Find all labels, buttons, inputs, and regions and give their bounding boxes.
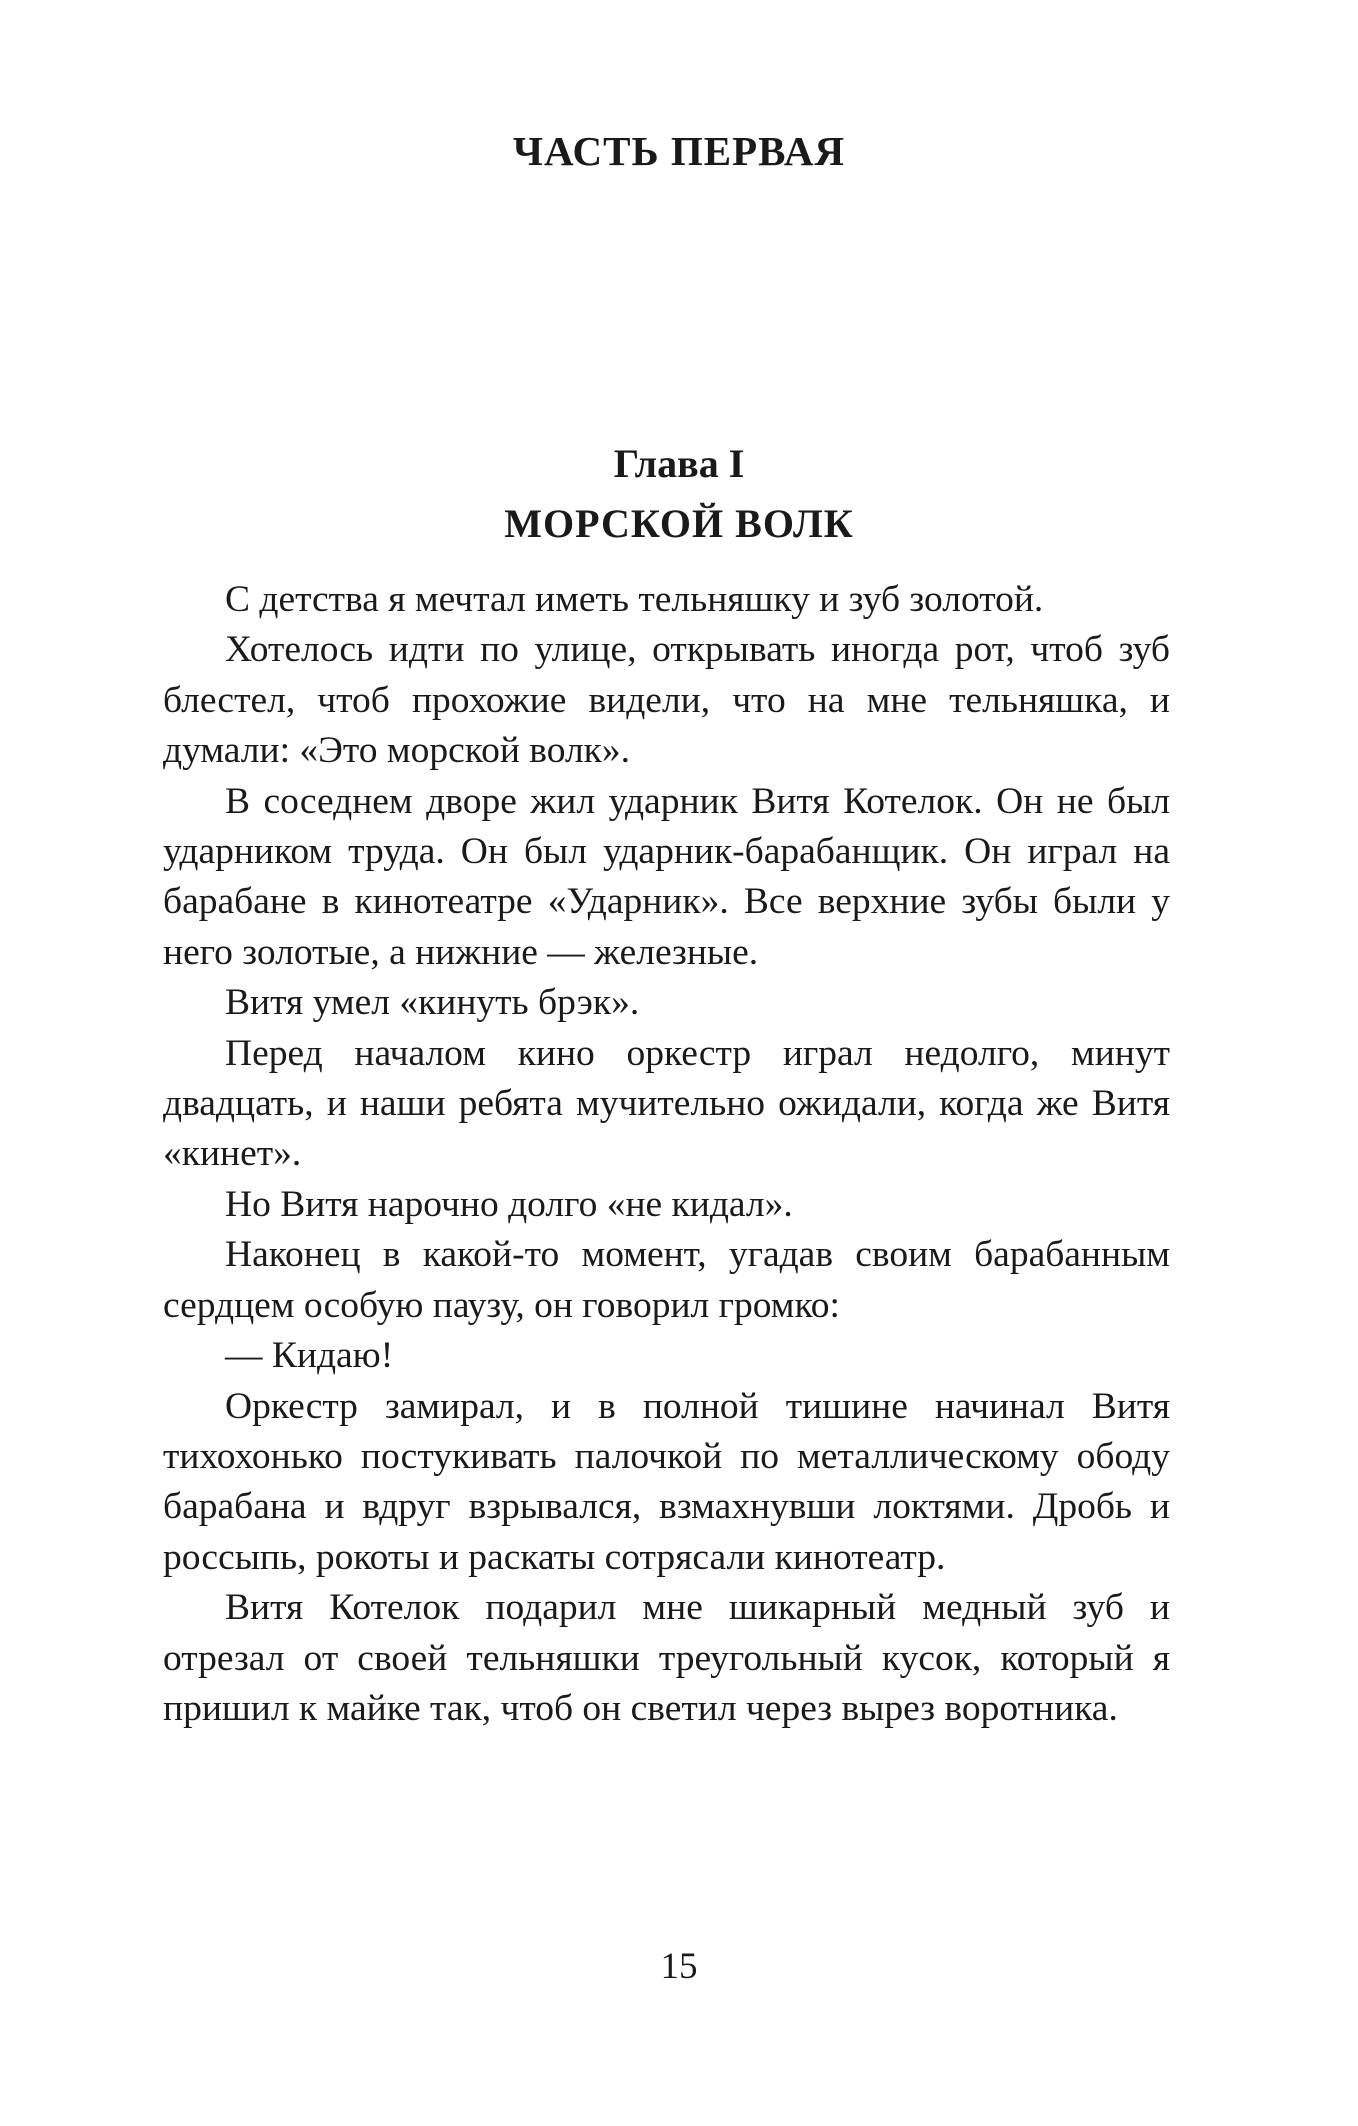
paragraph: Оркестр замирал, и в полной тишине начинал Витя тихохонько постукивать палочкой по металлическому ободу барабана и вдруг взрывался, взмахнувши локтями. Дробь и россыпь, рокоты и раскаты сотрясали кинотеатр.	[163, 1385, 1170, 1578]
paragraph: Наконец в какой-то момент, угадав своим барабанным сердцем особую паузу, он говорил громко:	[163, 1234, 1170, 1326]
paragraph: С детства я мечтал иметь тельняшку и зуб золотой.	[225, 579, 1044, 620]
part-title: ЧАСТЬ ПЕРВАЯ	[512, 128, 846, 174]
page-number: 15	[660, 1946, 698, 1987]
paragraph: Но Витя нарочно долго «не кидал».	[225, 1183, 793, 1225]
chapter-body	[163, 575, 1170, 1734]
paragraph: Перед началом кино оркестр играл недолго, минут двадцать, и наши ребята мучительно ожидали, когда же Витя «кинет».	[163, 1032, 1170, 1175]
paragraph: Хотелось идти по улице, открывать иногда рот, чтоб зуб блестел, чтоб прохожие видели, что на мне тельняшка, и думали: «Это морской волк».	[163, 629, 1170, 772]
paragraph: Витя умел «кинуть брэк».	[225, 982, 640, 1024]
chapter-title: МОРСКОЙ ВОЛК	[504, 501, 854, 546]
paragraph: Витя Котелок подарил мне шикарный медный зуб и отрезал от своей тельняшки треугольный кусок, который я пришил к майке так, чтоб он светил через вырез воротника.	[163, 1587, 1170, 1729]
paragraph: В соседнем дворе жил ударник Витя Котелок. Он не был ударником труда. Он был ударник-барабанщик. Он играл на барабане в кинотеатре «Ударник». Все верхние зубы были у него золотые, а нижние — железные.	[163, 780, 1170, 973]
dialogue-line: — Кидаю!	[225, 1335, 394, 1377]
chapter-number: Глава I	[613, 441, 745, 486]
